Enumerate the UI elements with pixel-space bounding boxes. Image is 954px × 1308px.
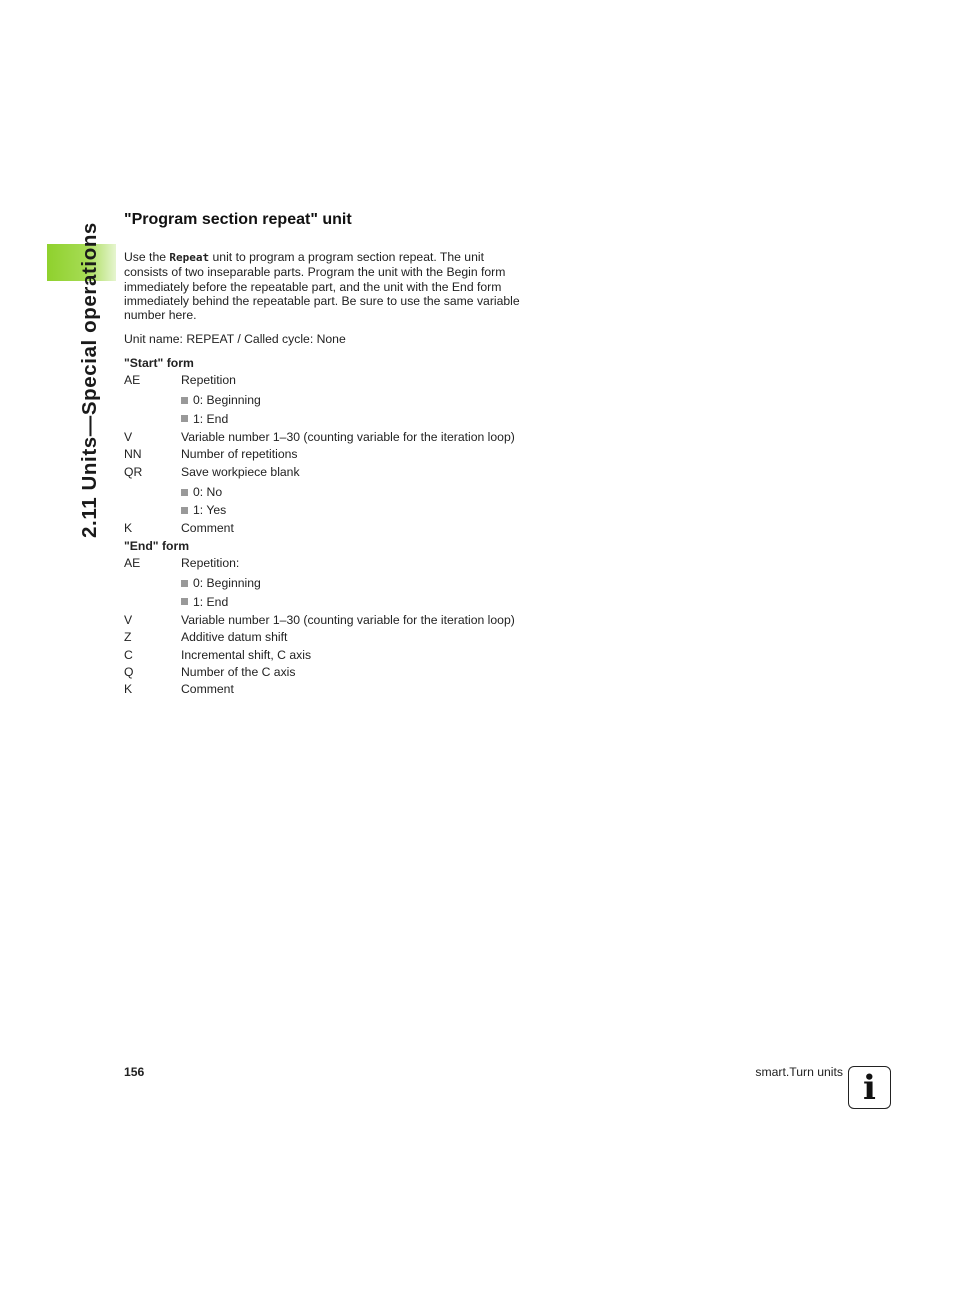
main-content <box>124 210 524 699</box>
parameter-code: Z <box>124 630 132 645</box>
parameter-description: Repetition: <box>181 556 240 571</box>
parameter-code: NN <box>124 447 142 462</box>
start-form-heading: "Start" form <box>124 355 194 370</box>
option-list <box>181 576 524 609</box>
square-bullet-icon <box>181 598 188 605</box>
end-form-heading: "End" form <box>124 538 190 553</box>
parameter-row <box>124 521 524 535</box>
parameter-row <box>124 447 524 461</box>
parameter-code: AE <box>124 556 141 571</box>
option-item <box>181 412 524 426</box>
parameter-description: Repetition <box>181 373 236 388</box>
intro-paragraph <box>124 250 524 322</box>
parameter-row <box>124 373 524 387</box>
option-label: 1: End <box>193 594 229 609</box>
page-number: 156 <box>124 1065 145 1079</box>
start-form-list <box>124 373 524 536</box>
parameter-description: Save workpiece blank <box>181 464 300 479</box>
parameter-row <box>124 665 524 679</box>
page-heading: "Program section repeat" unit <box>124 211 352 228</box>
option-item <box>181 393 524 407</box>
parameter-row <box>124 630 524 644</box>
square-bullet-icon <box>181 580 188 587</box>
intro-text-after: unit to program a program section repeat. The unit consists of two inseparable parts. Program the unit with the Begin form immediately before the repeatable part, and the unit with the End form immediately behind the repeatable part. Be sure to use the same variable number here. <box>124 250 520 323</box>
parameter-code: QR <box>124 464 143 479</box>
parameter-row <box>124 682 524 696</box>
option-list <box>181 485 524 518</box>
unit-name-line: Unit name: REPEAT / Called cycle: None <box>124 332 346 347</box>
parameter-row <box>124 648 524 662</box>
parameter-row <box>124 430 524 444</box>
option-item <box>181 576 524 590</box>
option-label: 0: Beginning <box>193 576 261 591</box>
parameter-description: Variable number 1–30 (counting variable for the iteration loop) <box>181 612 515 627</box>
square-bullet-icon <box>181 415 188 422</box>
option-label: 1: Yes <box>193 503 227 518</box>
square-bullet-icon <box>181 397 188 404</box>
parameter-description: Comment <box>181 682 234 697</box>
parameter-code: V <box>124 612 133 627</box>
parameter-row <box>124 465 524 479</box>
info-icon: i <box>848 1066 891 1109</box>
parameter-code: V <box>124 429 133 444</box>
parameter-row <box>124 613 524 627</box>
square-bullet-icon <box>181 507 188 514</box>
chapter-name: smart.Turn units <box>755 1065 843 1079</box>
option-item <box>181 485 524 499</box>
intro-text-before: Use the <box>124 250 170 264</box>
option-item <box>181 503 524 517</box>
parameter-description: Number of the C axis <box>181 664 296 679</box>
repeat-keyword: Repeat <box>169 251 210 264</box>
parameter-row <box>124 556 524 570</box>
parameter-code: C <box>124 647 133 662</box>
option-label: 1: End <box>193 411 229 426</box>
option-item <box>181 595 524 609</box>
square-bullet-icon <box>181 489 188 496</box>
parameter-code: Q <box>124 664 134 679</box>
option-label: 0: Beginning <box>193 393 261 408</box>
parameter-description: Additive datum shift <box>181 630 288 645</box>
parameter-description: Incremental shift, C axis <box>181 647 312 662</box>
parameter-code: K <box>124 682 133 697</box>
parameter-description: Variable number 1–30 (counting variable for the iteration loop) <box>181 429 515 444</box>
parameter-code: AE <box>124 373 141 388</box>
parameter-code: K <box>124 521 133 536</box>
end-form-list <box>124 556 524 696</box>
option-list <box>181 393 524 426</box>
option-label: 0: No <box>193 484 223 499</box>
parameter-description: Comment <box>181 521 234 536</box>
section-title-vertical: 2.11 Units—Special operations <box>78 222 101 538</box>
parameter-description: Number of repetitions <box>181 447 298 462</box>
